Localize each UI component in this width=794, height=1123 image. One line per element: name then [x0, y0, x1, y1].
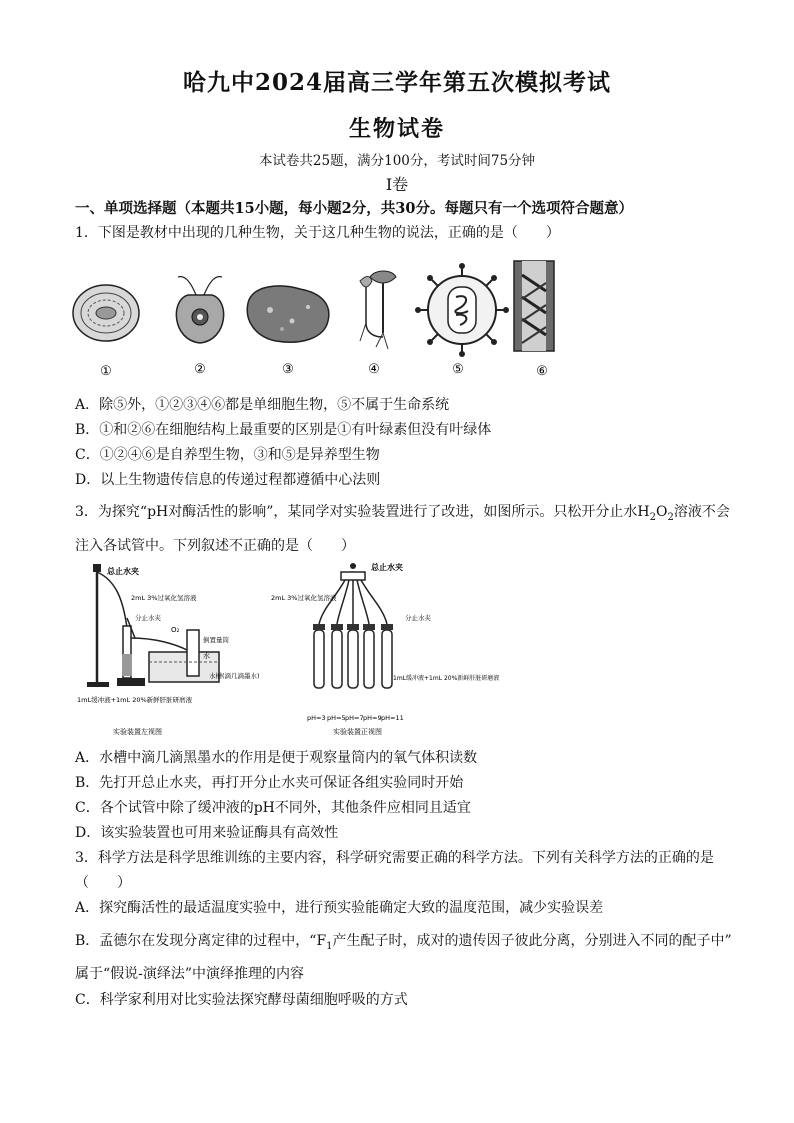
organism-1-image — [73, 285, 139, 341]
organism-3-image — [247, 286, 329, 342]
right-caption: 实验装置正视图 — [333, 728, 382, 736]
organism-2-image — [176, 277, 223, 343]
question-2-option-c: C．各个试管中除了缓冲液的pH不同外，其他条件应相同且适宜 — [75, 800, 471, 816]
right-total-clamp-label: 总止水夹 — [371, 563, 403, 572]
organisms-figure — [70, 255, 570, 380]
question-1-option-b: B．①和②⑥在细胞结构上最重要的区别是①有叶绿素但没有叶绿体 — [75, 422, 492, 438]
ph-label-2: pH=5 — [327, 714, 346, 722]
question-3-option-a: A．探究酶活性的最适温度实验中，进行预实验能确定大致的温度范围，减少实验误差 — [75, 900, 604, 916]
subject-title: 生物试卷 — [348, 116, 445, 142]
ph-label-5: pH=11 — [381, 714, 404, 722]
left-tank-label: 水槽(滴几滴墨水) — [209, 672, 260, 680]
left-water-label: 水 — [203, 652, 210, 660]
organism-label-1: ① — [100, 364, 112, 379]
question-3-option-b-cont: 属于“假说-演绎法”中演绎推理的内容 — [75, 966, 305, 982]
apparatus-left-view — [77, 564, 260, 736]
question-1-option-a: A．除⑤外，①②③④⑥都是单细胞生物，⑤不属于生命系统 — [75, 397, 450, 413]
question-3-stem-cont: （ ） — [75, 875, 131, 891]
left-o2-label: O₂ — [171, 626, 180, 634]
right-h2o2-label: 2mL 3%过氧化氢溶液 — [271, 594, 337, 602]
ph-label-1: pH=3 — [307, 714, 326, 722]
left-tube-label: 1mL缓冲液+1mL 20%新鲜肝脏研磨液 — [77, 696, 193, 704]
left-total-clamp-label: 总止水夹 — [107, 567, 139, 576]
organism-label-4: ④ — [368, 362, 380, 377]
apparatus-right-view — [271, 562, 499, 736]
right-tube-label: 1mL缓冲液+1mL 20%新鲜肝脏研磨液 — [393, 675, 500, 682]
question-2-option-d: D．该实验装置也可用来验证酶具有高效性 — [75, 825, 339, 841]
question-3-stem: 3．科学方法是科学思维训练的主要内容，科学研究需要正确的科学方法。下列有关科学方法的正确的是 — [75, 850, 714, 866]
ph-label-4: pH=9 — [363, 714, 382, 722]
experiment-apparatus-figure — [75, 558, 500, 738]
left-h2o2-label: 2mL 3%过氧化氢溶液 — [131, 594, 197, 602]
exam-info: 本试卷共25题，满分100分，考试时间75分钟 — [258, 153, 536, 169]
question-2-stem-line-2: 注入各试管中。下列叙述不正确的是（ ） — [75, 538, 355, 554]
right-branch-clamp-label: 分止水夹 — [405, 614, 431, 622]
question-2-option-a: A．水槽中滴几滴黑墨水的作用是便于观察量筒内的氧气体积读数 — [75, 750, 478, 766]
question-2-stem-line-1: 3．为探究“pH对酶活性的影响”，某同学对实验装置进行了改进，如图所示。只松开分止水$H_2O_2$溶液不会 — [75, 504, 730, 523]
left-cylinder-label: 倒置量筒 — [203, 636, 229, 644]
organism-4-image — [360, 271, 396, 349]
question-1-stem: 1．下图是教材中出现的几种生物，关于这几种生物的说法，正确的是（ ） — [75, 225, 560, 241]
question-1-option-d: D．以上生物遗传信息的传递过程都遵循中心法则 — [75, 472, 381, 488]
volume-label: Ⅰ卷 — [385, 175, 409, 194]
left-caption: 实验装置左视图 — [113, 728, 162, 736]
organism-label-5: ⑤ — [452, 362, 464, 377]
question-2-option-b: B．先打开总止水夹，再打开分止水夹可保证各组实验同时开始 — [75, 775, 464, 791]
question-3-option-c: C．科学家利用对比实验法探究酵母菌细胞呼吸的方式 — [75, 992, 408, 1008]
organism-label-6: ⑥ — [536, 364, 548, 379]
left-branch-clamp-label: 分止水夹 — [135, 614, 161, 622]
organism-label-2: ② — [194, 362, 206, 377]
question-3-option-b: B．孟德尔在发现分离定律的过程中，“$F_1$产生配子时，成对的遗传因子彼此分离，分别进入不同的配子中” — [75, 933, 732, 952]
ph-label-3: pH=7 — [345, 714, 364, 722]
organism-label-3: ③ — [282, 362, 294, 377]
organism-5-image — [415, 263, 509, 357]
question-1-option-c: C．①②④⑥是自养型生物，③和⑤是异养型生物 — [75, 447, 380, 463]
exam-title: 哈九中2024届高三学年第五次模拟考试 — [182, 69, 611, 96]
section-heading: 一、单项选择题（本题共15小题，每小题2分，共30分。每题只有一个选项符合题意） — [75, 200, 633, 217]
organism-6-image — [514, 261, 554, 351]
